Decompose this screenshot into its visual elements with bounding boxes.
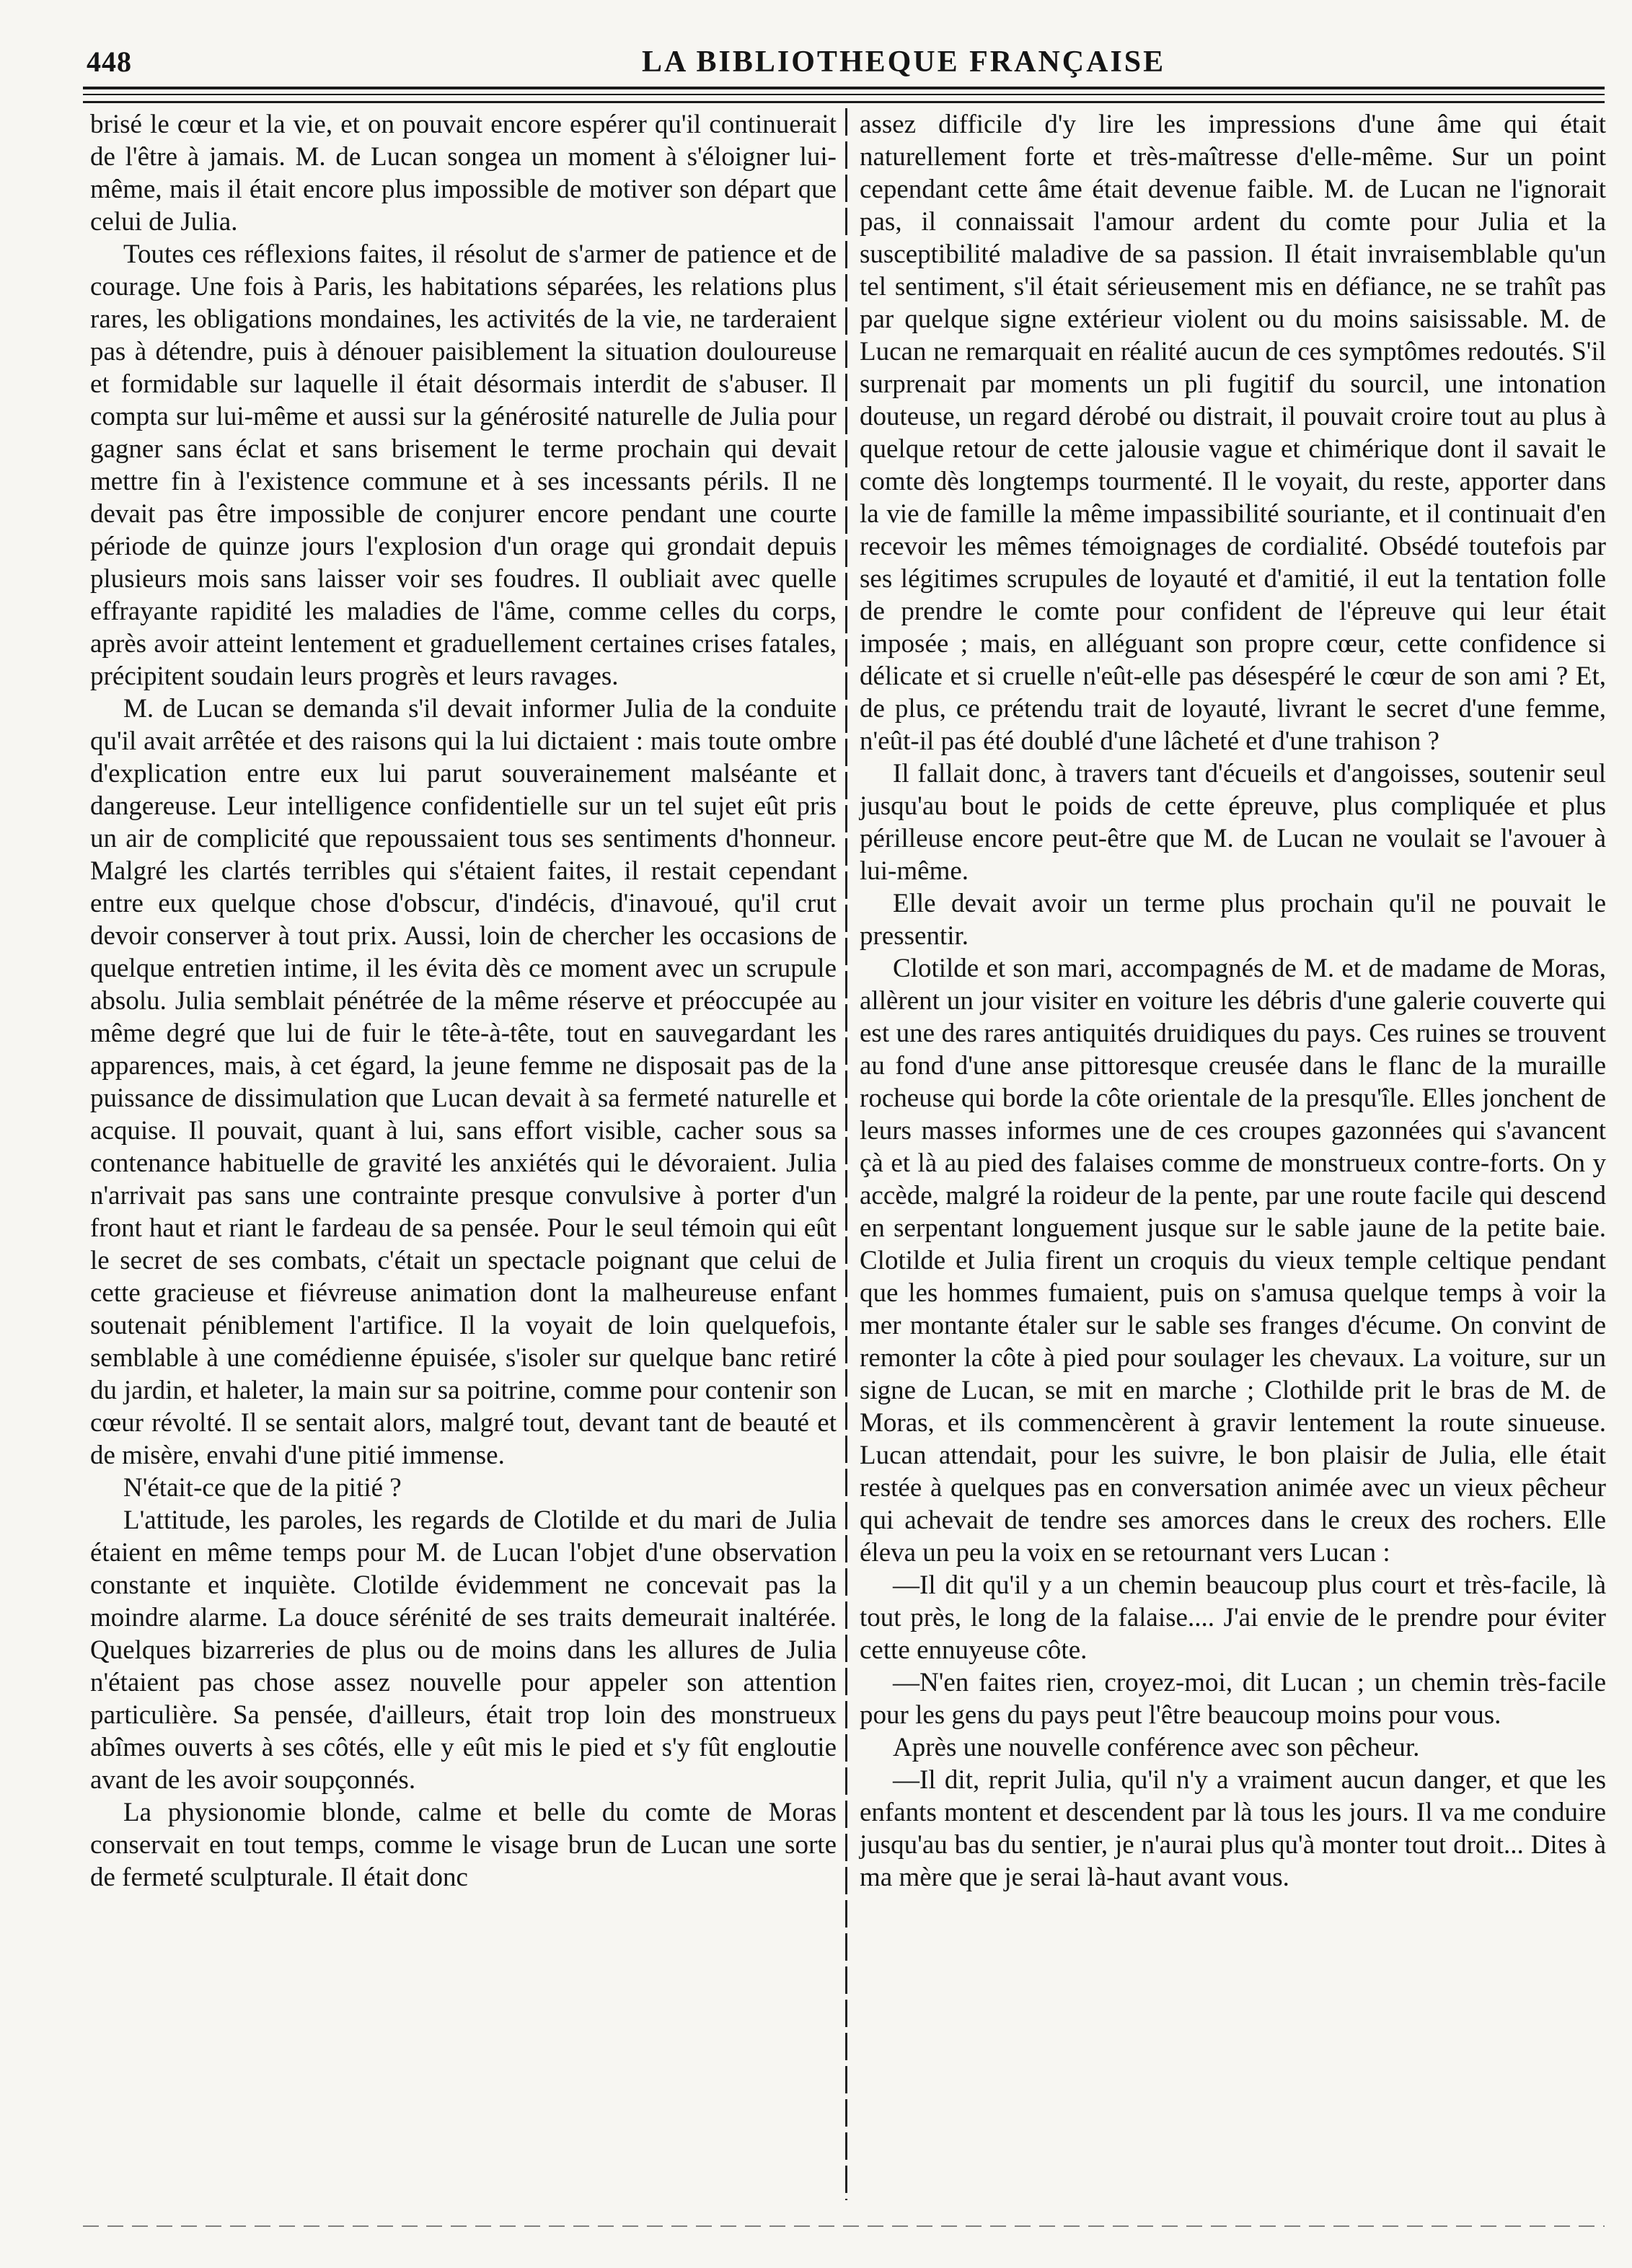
running-head: LA BIBLIOTHEQUE FRANÇAISE <box>642 45 1166 79</box>
paragraph: Après une nouvelle conférence avec son pêcheur. <box>893 1733 1420 1762</box>
paragraph: brisé le cœur et la vie, et on pouvait encore espérer qu'il continuerait de l'être à jamais. M. de Lucan songea un moment à s'éloigner lui-même, mais il était encore plus impossible de motiver son départ que celui de Julia. <box>90 110 837 237</box>
paragraph: Elle devait avoir un terme plus prochain qu'il ne pouvait le pressentir. <box>860 889 1606 951</box>
right-column <box>860 108 1606 1894</box>
paragraph: Toutes ces réflexions faites, il résolut de s'armer de patience et de courage. Une fois à Paris, les habitations séparées, les relations plus rares, les obligations mondaines, les activités de la vie, ne tarderaient pas à détendre, puis à dénouer paisiblement la situation douloureuse et formidable sur laquelle il était désormais interdit de s'abuser. Il compta sur lui-même et aussi sur la générosité naturelle de Julia pour gagner sans éclat et sans brisement le terme prochain qui devait mettre fin à l'existence commune et à ses incessants périls. Il ne devait pas être impossible de conjurer encore pendant une courte période de quinze jours l'explosion d'un orage qui grondait depuis plusieurs mois sans laisser voir ses foudres. Il oubliait avec quelle effrayante rapidité les maladies de l'âme, comme celles du corps, après avoir atteint lentement et graduellement certaines crises fatales, précipitent soudain leurs progrès et leurs ravages. <box>90 239 837 691</box>
bottom-rule <box>83 2225 1605 2227</box>
paragraph: Clotilde et son mari, accompagnés de M. et de madame de Moras, allèrent un jour visiter en voiture les débris d'une galerie couverte qui est une des rares antiquités druidiques du pays. Ces ruines se trouvent au fond d'une anse pittoresque creusée dans le flanc de la muraille rocheuse qui borde la côte orientale de la presqu'île. Elles jonchent de leurs masses informes une de ces croupes gazonnées qui s'avancent çà et là au pied des falaises comme de monstrueux contre-forts. On y accède, malgré la roideur de la pente, par une route facile qui descend en serpentant longuement jusque sur le sable jaune de la petite baie. Clotilde et Julia firent un croquis du vieux temple celtique pendant que les hommes fumaient, puis on s'amusa quelque temps à voir la mer montante étaler sur le sable ses franges d'écume. On convint de remonter la côte à pied pour soulager les chevaux. La voiture, sur un signe de Lucan, se mit en marche ; Clothilde prit le bras de M. de Moras, et ils commencèrent à gravir lentement la route sinueuse. Lucan attendait, pour les suivre, le bon plaisir de Julia, elle était restée à quelques pas en conversation animée avec un vieux pêcheur qui achevait de tendre ses amorces dans le creux des rochers. Elle éleva un peu la voix en se retournant vers Lucan : <box>860 954 1606 1568</box>
paragraph: L'attitude, les paroles, les regards de Clotilde et du mari de Julia étaient en même temps pour M. de Lucan l'objet d'une observation constante et inquiète. Clotilde évidemment ne concevait pas la moindre alarme. La douce sérénité de ses traits demeurait inaltérée. Quelques bizarreries de plus ou de moins dans les allures de Julia n'étaient pas chose assez nouvelle pour appeler son attention particulière. Sa pensée, d'ailleurs, était trop loin des monstrueux abîmes ouverts à ses côtés, elle y eût mis le pied et s'y fût engloutie avant de les avoir soupçonnés. <box>90 1506 837 1795</box>
paragraph: —Il dit, reprit Julia, qu'il n'y a vraiment aucun danger, et que les enfants montent et descendent par là tous les jours. Il va me conduire jusqu'au bas du sentier, je n'aurai plus qu'à monter tout droit... Dites à ma mère que je serai là-haut avant vous. <box>860 1765 1606 1892</box>
paragraph: —Il dit qu'il y a un chemin beaucoup plus court et très-facile, là tout près, le long de la falaise.... J'ai envie de le prendre pour éviter cette ennuyeuse côte. <box>860 1570 1606 1665</box>
header-rule <box>83 101 1605 103</box>
page-number: 448 <box>87 45 132 78</box>
column-divider <box>845 108 847 2200</box>
paragraph: —N'en faites rien, croyez-moi, dit Lucan ; un chemin très-facile pour les gens du pays peut l'être beaucoup moins pour vous. <box>860 1668 1606 1730</box>
paragraph: La physionomie blonde, calme et belle du comte de Moras conservait en tout temps, comme le visage brun de Lucan une sorte de fermeté sculpturale. Il était donc <box>90 1798 837 1892</box>
paragraph: M. de Lucan se demanda s'il devait informer Julia de la conduite qu'il avait arrêtée et des raisons qui la lui dictaient : mais toute ombre d'explication entre eux lui parut souverainement malséante et dangereuse. Leur intelligence confidentielle sur un tel sujet eût pris un air de complicité que repoussaient tous ses sentiments d'honneur. Malgré les clartés terribles qui s'étaient faites, il restait cependant entre eux quelque chose d'obscur, d'indécis, d'inavoué, qu'il crut devoir conserver à tout prix. Aussi, loin de chercher les occasions de quelque entretien intime, il les évita dès ce moment avec un scrupule absolu. Julia semblait pénétrée de la même réserve et préoccupée au même degré que lui de fuir le tête-à-tête, tout en sauvegardant les apparences, mais, à cet égard, la jeune femme ne disposait pas de la puissance de dissimulation que Lucan devait à sa fermeté naturelle et acquise. Il pouvait, quant à lui, sans effort visible, cacher sous sa contenance habituelle de gravité les anxiétés qui le dévoraient. Julia n'arrivait pas sans une contrainte presque convulsive à porter d'un front haut et riant le fardeau de sa pensée. Pour le seul témoin qui eût le secret de ses combats, c'était un spectacle poignant que celui de cette gracieuse et fiévreuse animation dont la malheureuse enfant soutenait péniblement l'artifice. Il la voyait de loin quelquefois, semblable à une comédienne épuisée, s'isoler sur quelque banc retiré du jardin, et haleter, la main sur sa poitrine, comme pour contenir son cœur révolté. Il se sentait alors, malgré tout, devant tant de beauté et de misère, envahi d'une pitié immense. <box>90 694 837 1470</box>
paragraph: Il fallait donc, à travers tant d'écueils et d'angoisses, soutenir seul jusqu'au bout le poids de cette épreuve, plus compliquée et plus périlleuse encore peut-être que M. de Lucan ne voulait se l'avouer à lui-même. <box>860 759 1606 886</box>
page-header <box>87 45 1590 81</box>
paragraph: assez difficile d'y lire les impressions d'une âme qui était naturellement forte et très-maîtresse d'elle-même. Sur un point cependant cette âme était devenue faible. M. de Lucan ne l'ignorait pas, il connaissait l'amour ardent du comte pour Julia et la susceptibilité maladive de sa passion. Il était invraisemblable qu'un tel sentiment, s'il était sérieusement mis en défiance, ne se trahît pas par quelque signe extérieur violent ou du moins saisissable. M. de Lucan ne remarquait en réalité aucun de ces symptômes redoutés. S'il surprenait par moments un pli fugitif du sourcil, une intonation douteuse, un regard dérobé ou distrait, il pouvait croire tout au plus à quelque retour de cette jalousie vague et chimérique dont il savait le comte dès longtemps tourmenté. Il le voyait, du reste, apporter dans la vie de famille la même impassibilité souriante, et il continuait d'en recevoir les mêmes témoignages de cordialité. Obsédé toutefois par ses légitimes scrupules de loyauté et d'amitié, il eut la tentation folle de prendre le comte pour confident de l'épreuve qui leur était imposée ; mais, en alléguant son propre cœur, cette confidence si délicate et si cruelle n'eût-elle pas désespéré le cœur de son ami ? Et, de plus, ce prétendu trait de loyauté, livrant le secret d'une femme, n'eût-il pas été doublé d'une lâcheté et d'une trahison ? <box>860 110 1606 756</box>
header-rule <box>83 94 1605 95</box>
paragraph: N'était-ce que de la pitié ? <box>123 1473 402 1503</box>
header-rule <box>83 87 1605 89</box>
left-column <box>90 108 837 1894</box>
